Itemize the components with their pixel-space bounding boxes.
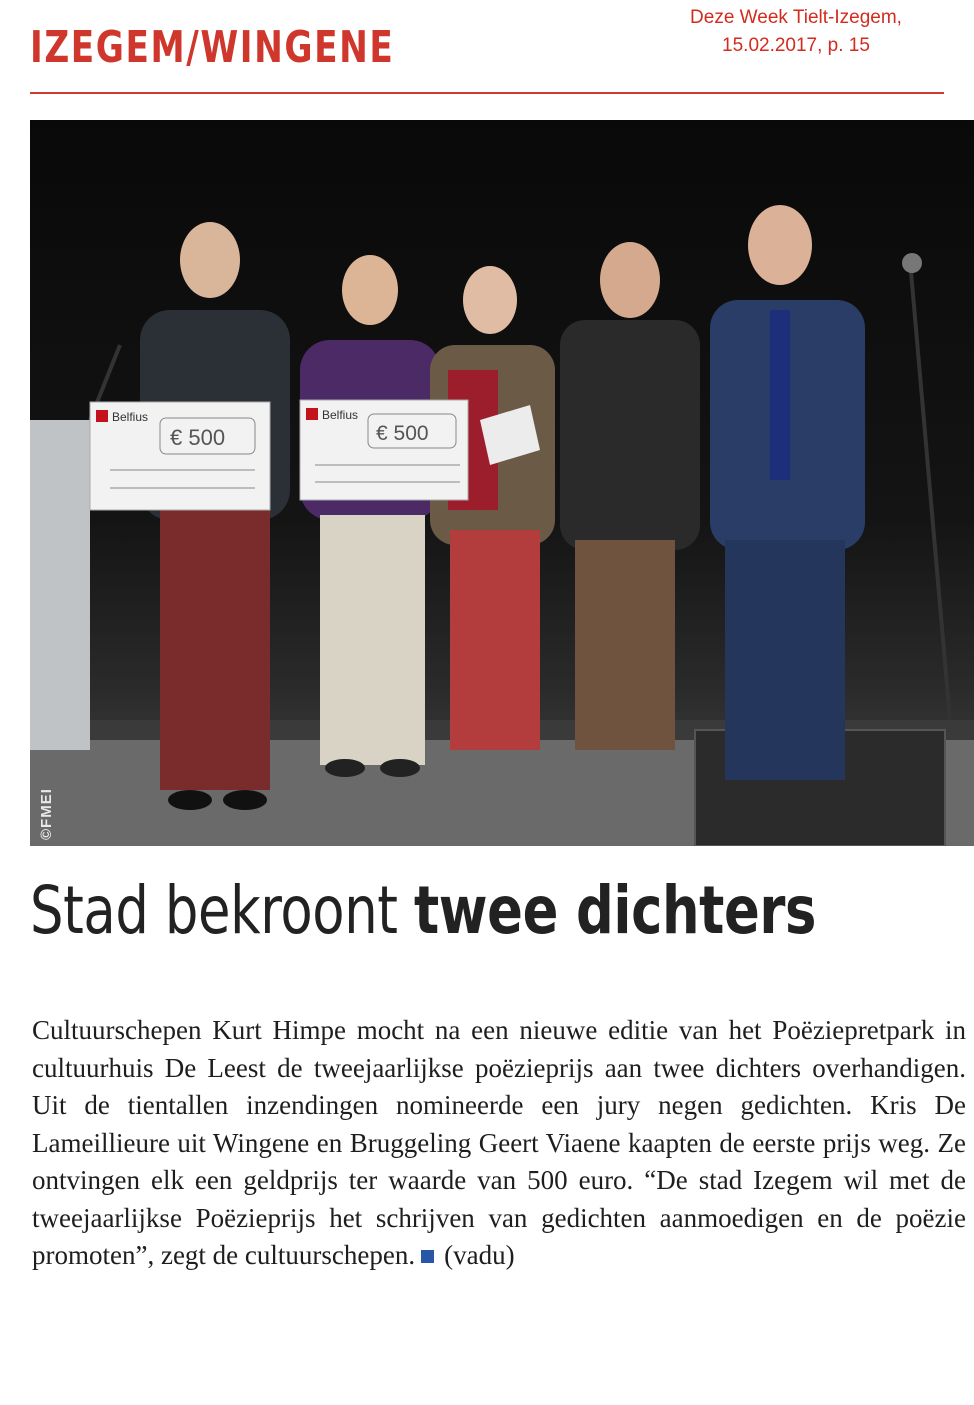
cheque-1 [90,402,270,510]
article-body [32,1012,966,1275]
person-3 [430,266,555,750]
end-bullet [421,1250,434,1263]
cheque-2-amount: € 500 [376,422,429,445]
header-rule [30,92,944,94]
person-1 [140,222,290,810]
person-4 [560,242,700,750]
lectern [30,420,90,750]
article-photo [30,120,974,846]
section-title: IZEGEM/WINGENE [30,22,395,73]
cheque-2 [300,400,468,500]
author-signature: (vadu) [444,1240,515,1270]
cheque-1-brand: Belfius [112,410,149,424]
source-note-publication: Deze Week Tielt-Izegem, [690,7,902,28]
headline [30,872,816,949]
person-2 [300,255,440,777]
source-note-date: 15.02.2017, p. 15 [722,35,870,56]
headline-bold: twee dichters [413,872,817,949]
article-text: Cultuurschepen Kurt Himpe mocht na een nieuwe editie van het Poëziepretpark in cultuurhuis De Leest de tweejaarlijkse poëzieprijs aan twee dichters overhandigen. Uit de tientallen inzendingen nomineerde een jury negen gedichten. Kris De Lameillieure uit Wingene en Bruggeling Geert Viaene kaapten de eerste prijs weg. Ze ontvingen elk een geldprijs ter waarde van 500 euro. “De stad Izegem wil met de tweejaarlijkse Poëzieprijs het schrijven van gedichten aanmoedigen en de poëzie promoten”, zegt de cultuurschepen. [32,1015,966,1270]
headline-light: Stad bekroont [30,872,398,949]
cheque-2-brand: Belfius [322,408,359,422]
photo-illustration [30,120,974,846]
person-5 [710,205,865,780]
photo-credit: ©FMEI [38,788,55,840]
cheque-1-amount: € 500 [170,425,226,450]
source-note [646,4,946,60]
